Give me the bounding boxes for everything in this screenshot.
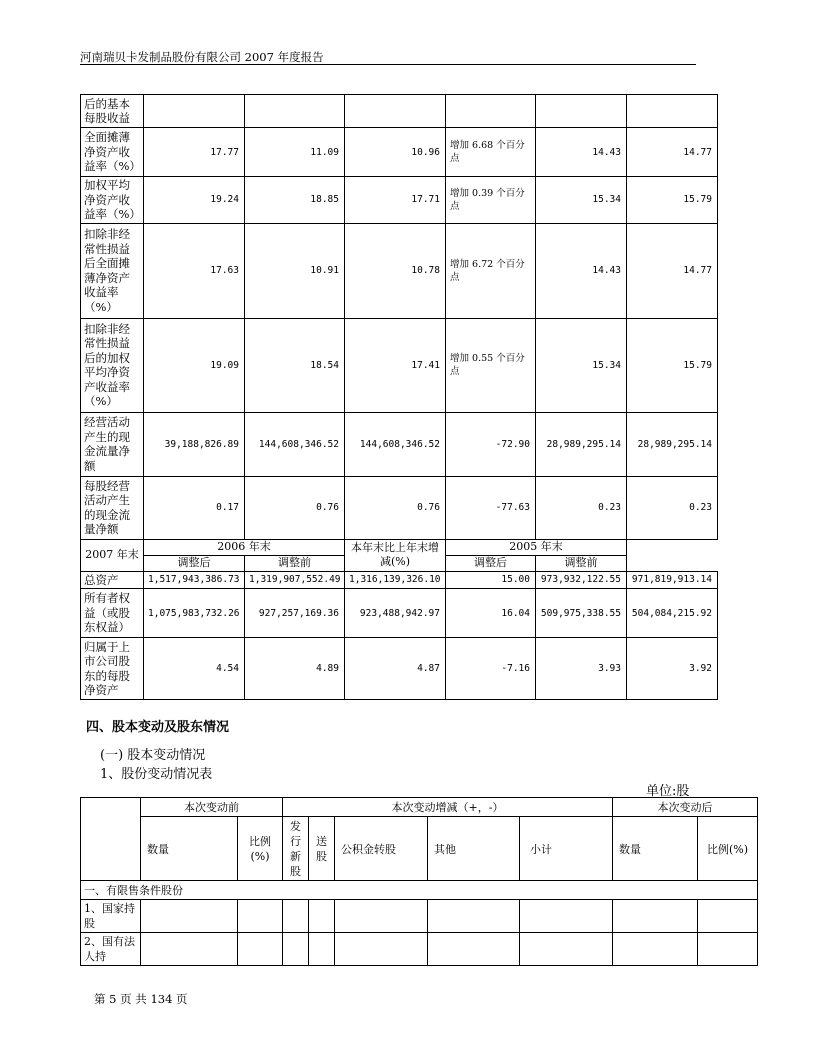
row-label: 每股经营活动产生的现金流量净额 xyxy=(81,476,144,539)
table-row xyxy=(81,223,718,318)
header-before: 本次变动前 xyxy=(141,798,283,817)
cell-2007: 0.17 xyxy=(144,476,245,539)
row-label: 扣除非经常性损益后全面摊薄净资产收益率（%） xyxy=(81,223,144,318)
cell-2005-original xyxy=(627,95,718,128)
cell-change: 增加 0.55 个百分点 xyxy=(446,318,536,412)
cell-2005-original: 14.77 xyxy=(627,223,718,318)
row-label: 2、国有法人持 xyxy=(81,933,141,966)
table-row xyxy=(81,638,718,700)
header-subtotal: 小计 xyxy=(520,817,613,881)
table-row xyxy=(81,412,718,476)
cell-2007: 4.54 xyxy=(144,638,245,700)
page-number: 第 5 页 共 134 页 xyxy=(94,992,188,1006)
cell-change: 增加 6.68 个百分点 xyxy=(446,128,536,177)
table-row xyxy=(81,128,718,177)
header-blank xyxy=(81,798,141,881)
header-2005: 2005 年末 xyxy=(446,539,627,555)
row-label: 所有者权益（或股东权益） xyxy=(81,589,144,638)
table-row xyxy=(81,318,718,412)
cell-2005-adjusted: 14.43 xyxy=(536,128,627,177)
cell-2005-adjusted: 15.34 xyxy=(536,318,627,412)
report-header: 河南瑞贝卡发制品股份有限公司 2007 年度报告 xyxy=(80,50,324,64)
cell-2006-adjusted: 927,257,169.36 xyxy=(245,589,345,638)
row-label: 扣除非经常性损益后的加权平均净资产收益率（%） xyxy=(81,318,144,412)
header-change: 本次变动增减（+，-） xyxy=(283,798,613,817)
cell-2006-original: 1,316,139,326.10 xyxy=(345,571,446,589)
cell-2007: 17.63 xyxy=(144,223,245,318)
header-reserve: 公积金转股 xyxy=(335,817,428,881)
table-row xyxy=(81,95,718,128)
cell-2006-adjusted: 0.76 xyxy=(245,476,345,539)
cell-2006-original: 4.87 xyxy=(345,638,446,700)
cell-2006-adjusted: 18.54 xyxy=(245,318,345,412)
cell-change: 增加 0.39 个百分点 xyxy=(446,177,536,224)
row-label: 加权平均净资产收益率（%） xyxy=(81,177,144,224)
table-row xyxy=(81,177,718,224)
header-change: 本年末比上年末增减(%) xyxy=(345,539,446,571)
row-label: 经营活动产生的现金流量净额 xyxy=(81,412,144,476)
header-2007: 2007 年末 xyxy=(81,539,144,571)
header-qty-after: 数量 xyxy=(613,817,698,881)
cell-2005-adjusted: 15.34 xyxy=(536,177,627,224)
header-divider xyxy=(80,64,696,65)
header-ratio: 比例(%) xyxy=(238,817,283,881)
table-row xyxy=(81,881,758,900)
cell-2007: 17.77 xyxy=(144,128,245,177)
cell-2007: 19.24 xyxy=(144,177,245,224)
cell-2006-adjusted: 18.85 xyxy=(245,177,345,224)
row-label: 归属于上市公司股东的每股净资产 xyxy=(81,638,144,700)
cell-2006-original: 0.76 xyxy=(345,476,446,539)
cell-2006-original: 144,608,346.52 xyxy=(345,412,446,476)
cell-2006-adjusted: 10.91 xyxy=(245,223,345,318)
row-label: 后的基本每股收益 xyxy=(81,95,144,128)
cell-2006-adjusted: 11.09 xyxy=(245,128,345,177)
cell-2006-original: 10.96 xyxy=(345,128,446,177)
header-bonus: 送股 xyxy=(309,817,335,881)
row-restricted: 一、有限售条件股份 xyxy=(81,881,758,900)
section-title: 四、股本变动及股东情况 xyxy=(86,720,230,735)
cell-2006-original: 923,488,942.97 xyxy=(345,589,446,638)
cell-change: -77.63 xyxy=(446,476,536,539)
cell-2006-original: 10.78 xyxy=(345,223,446,318)
cell-change: -7.16 xyxy=(446,638,536,700)
row-label: 总资产 xyxy=(81,571,144,589)
header-other: 其他 xyxy=(428,817,520,881)
row-label: 1、国家持股 xyxy=(81,900,141,933)
header-2006: 2006 年末 xyxy=(144,539,345,555)
row-label: 全面摊薄净资产收益率（%） xyxy=(81,128,144,177)
cell-2007: 39,188,826.89 xyxy=(144,412,245,476)
cell-2006-adjusted: 144,608,346.52 xyxy=(245,412,345,476)
cell-2005-original: 15.79 xyxy=(627,318,718,412)
unit-label: 单位:股 xyxy=(646,784,690,799)
cell-2006-original: 17.41 xyxy=(345,318,446,412)
header-after: 本次变动后 xyxy=(613,798,758,817)
financial-indicators-table xyxy=(80,94,718,700)
cell-2007: 1,517,943,386.73 xyxy=(144,571,245,589)
cell-2005-original: 504,084,215.92 xyxy=(627,589,718,638)
header-original: 调整前 xyxy=(245,555,345,571)
cell-change: 增加 6.72 个百分点 xyxy=(446,223,536,318)
table-header-row xyxy=(81,817,758,881)
cell-2007: 19.09 xyxy=(144,318,245,412)
cell-2006-adjusted xyxy=(245,95,345,128)
cell-2006-original xyxy=(345,95,446,128)
cell-2006-adjusted: 4.89 xyxy=(245,638,345,700)
cell-2005-original: 14.77 xyxy=(627,128,718,177)
table-row xyxy=(81,589,718,638)
header-qty: 数量 xyxy=(141,817,238,881)
cell-2005-adjusted: 509,975,338.55 xyxy=(536,589,627,638)
cell-2006-original: 17.71 xyxy=(345,177,446,224)
table-row xyxy=(81,571,718,589)
table-row xyxy=(81,933,758,966)
cell-2006-adjusted: 1,319,907,552.49 xyxy=(245,571,345,589)
header-original: 调整前 xyxy=(536,555,627,571)
cell-change: -72.90 xyxy=(446,412,536,476)
cell-change: 16.04 xyxy=(446,589,536,638)
cell-2007: 1,075,983,732.26 xyxy=(144,589,245,638)
cell-2005-original: 3.92 xyxy=(627,638,718,700)
cell-2005-adjusted: 973,932,122.55 xyxy=(536,571,627,589)
header-adjusted: 调整后 xyxy=(446,555,536,571)
cell-2005-original: 0.23 xyxy=(627,476,718,539)
cell-2005-adjusted: 3.93 xyxy=(536,638,627,700)
table-row xyxy=(81,476,718,539)
header-ratio-after: 比例(%) xyxy=(698,817,758,881)
cell-2005-adjusted xyxy=(536,95,627,128)
cell-change xyxy=(446,95,536,128)
cell-2005-adjusted: 0.23 xyxy=(536,476,627,539)
table-header-row xyxy=(81,539,718,555)
cell-change: 15.00 xyxy=(446,571,536,589)
cell-2005-adjusted: 14.43 xyxy=(536,223,627,318)
header-issue-new: 发行新股 xyxy=(283,817,309,881)
cell-2005-original: 971,819,913.14 xyxy=(627,571,718,589)
share-change-table xyxy=(80,797,758,966)
table-row xyxy=(81,900,758,933)
cell-2005-original: 28,989,295.14 xyxy=(627,412,718,476)
table-header-row xyxy=(81,798,758,817)
header-adjusted: 调整后 xyxy=(144,555,245,571)
subsection-title: (一) 股本变动情况 xyxy=(100,748,206,763)
subsection-title: 1、股份变动情况表 xyxy=(100,767,213,782)
cell-2005-adjusted: 28,989,295.14 xyxy=(536,412,627,476)
cell-2005-original: 15.79 xyxy=(627,177,718,224)
cell-2007 xyxy=(144,95,245,128)
